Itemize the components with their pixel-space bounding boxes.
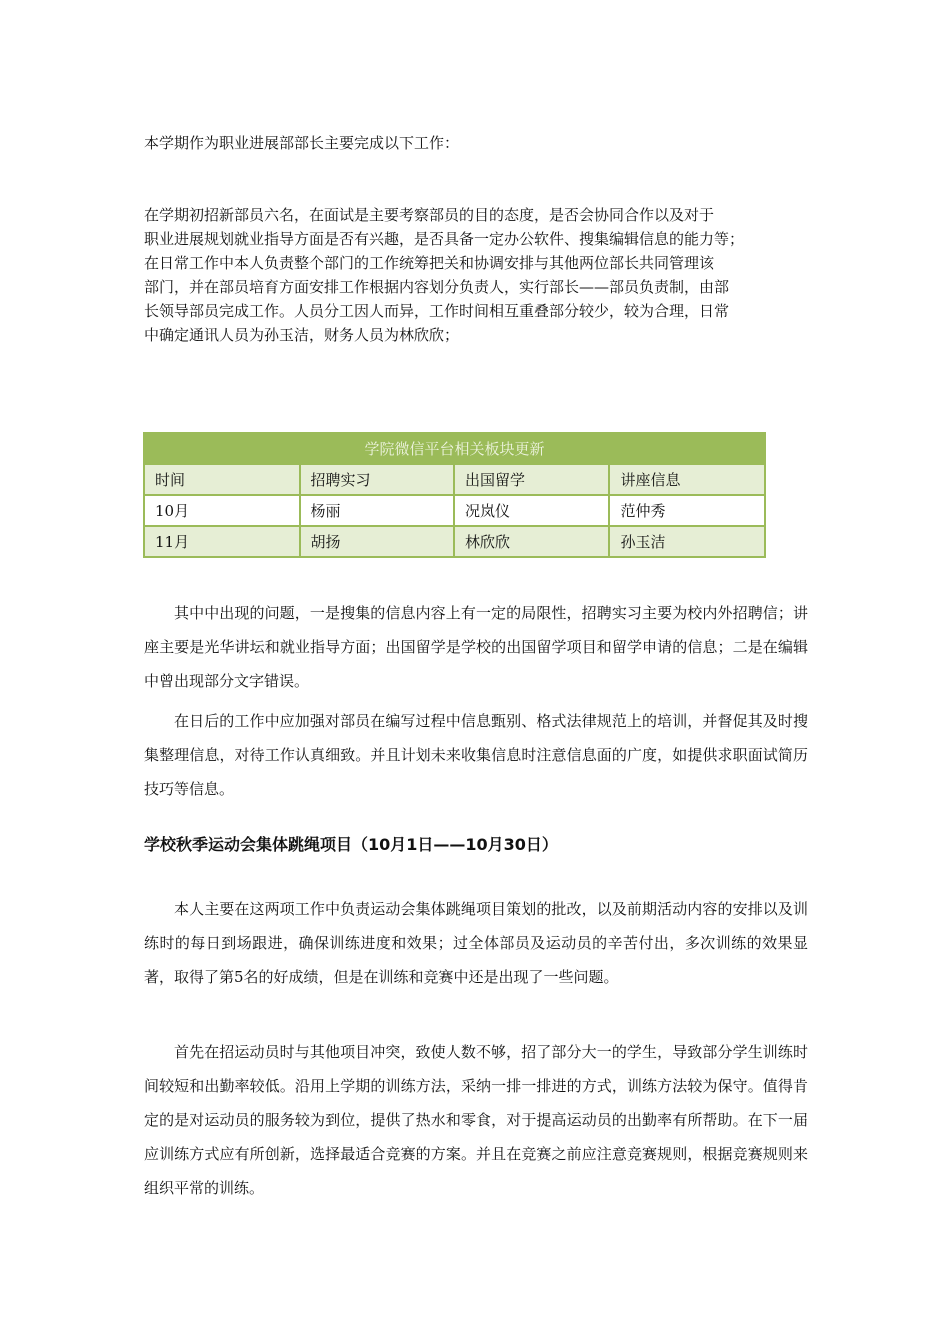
table-cell: 孙玉洁 [609,526,765,557]
table-caption: 学院微信平台相关板块更新 [144,433,765,464]
table-cell: 11月 [144,526,300,557]
plan-paragraph: 在日后的工作中应加强对部员在编写过程中信息甄别、格式法律规范上的培训，并督促其及时搜集整理信息，对待工作认真细致。并且计划未来收集信息时注意信息面的广度，如提供求职面试简历技巧等信息。 [144,712,808,798]
paragraph-line: 在学期初招新部员六名，在面试是主要考察部员的目的态度，是否会协同合作以及对于 [144,206,715,224]
table-row [144,495,765,526]
table-cell: 10月 [144,495,300,526]
jump-rope-paragraph: 本人主要在这两项工作中负责运动会集体跳绳项目策划的批改，以及前期活动内容的安排以及训练时的每日到场跟进，确保训练进度和效果；过全体部员及运动员的辛苦付出，多次训练的效果显著，取得了第5名的好成绩，但是在训练和竞赛中还是出现了一些问题。 [144,900,808,986]
table-cell: 杨丽 [300,495,454,526]
section-heading: 学校秋季运动会集体跳绳项目（10月1日——10月30日） [144,835,558,854]
paragraph-line: 职业进展规划就业指导方面是否有兴趣，是否具备一定办公软件、搜集编辑信息的能力等； [144,230,745,248]
paragraph-line: 中确定通讯人员为孙玉洁，财务人员为林欣欣； [144,326,460,344]
paragraph-line: 长领导部员完成工作。人员分工因人而异，工作时间相互重叠部分较少，较为合理，日常 [144,302,730,320]
paragraph-line: 在日常工作中本人负责整个部门的工作统筹把关和协调安排与其他两位部长共同管理该 [144,254,715,272]
header-cell-lectures: 讲座信息 [609,464,765,495]
table-cell: 范仲秀 [609,495,765,526]
problems-paragraph: 首先在招运动员时与其他项目冲突，致使人数不够，招了部分大一的学生，导致部分学生训练时间较短和出勤率较低。沿用上学期的训练方法，采纳一排一排进的方式，训练方法较为保守。值得肯定的是对运动员的服务较为到位，提供了热水和零食，对于提高运动员的出勤率有所帮助。在下一届应训练方式应有所创新，选择最适合竞赛的方案。并且在竞赛之前应注意竞赛规则，根据竞赛规则来组织平常的训练。 [144,1043,808,1197]
issues-paragraph: 其中中出现的问题，一是搜集的信息内容上有一定的局限性，招聘实习主要为校内外招聘信；讲座主要是光华讲坛和就业指导方面；出国留学是学校的出国留学项目和留学申请的信息；二是在编辑中曾出现部分文字错误。 [144,604,808,690]
header-cell-study-abroad: 出国留学 [454,464,609,495]
header-cell-recruitment: 招聘实习 [300,464,454,495]
table-cell: 胡扬 [300,526,454,557]
paragraph-line: 部门，并在部员培育方面安排工作根据内容划分负责人，实行部长——部员负责制，由部 [144,278,730,296]
header-cell-time: 时间 [144,464,300,495]
table-cell: 林欣欣 [454,526,609,557]
table-header-row [144,464,765,495]
table-caption-row [144,433,765,464]
intro-text: 本学期作为职业进展部部长主要完成以下工作： [144,134,460,152]
recruitment-paragraph [144,203,808,347]
table-cell: 况岚仪 [454,495,609,526]
wechat-update-table [143,432,766,558]
table-row [144,526,765,557]
